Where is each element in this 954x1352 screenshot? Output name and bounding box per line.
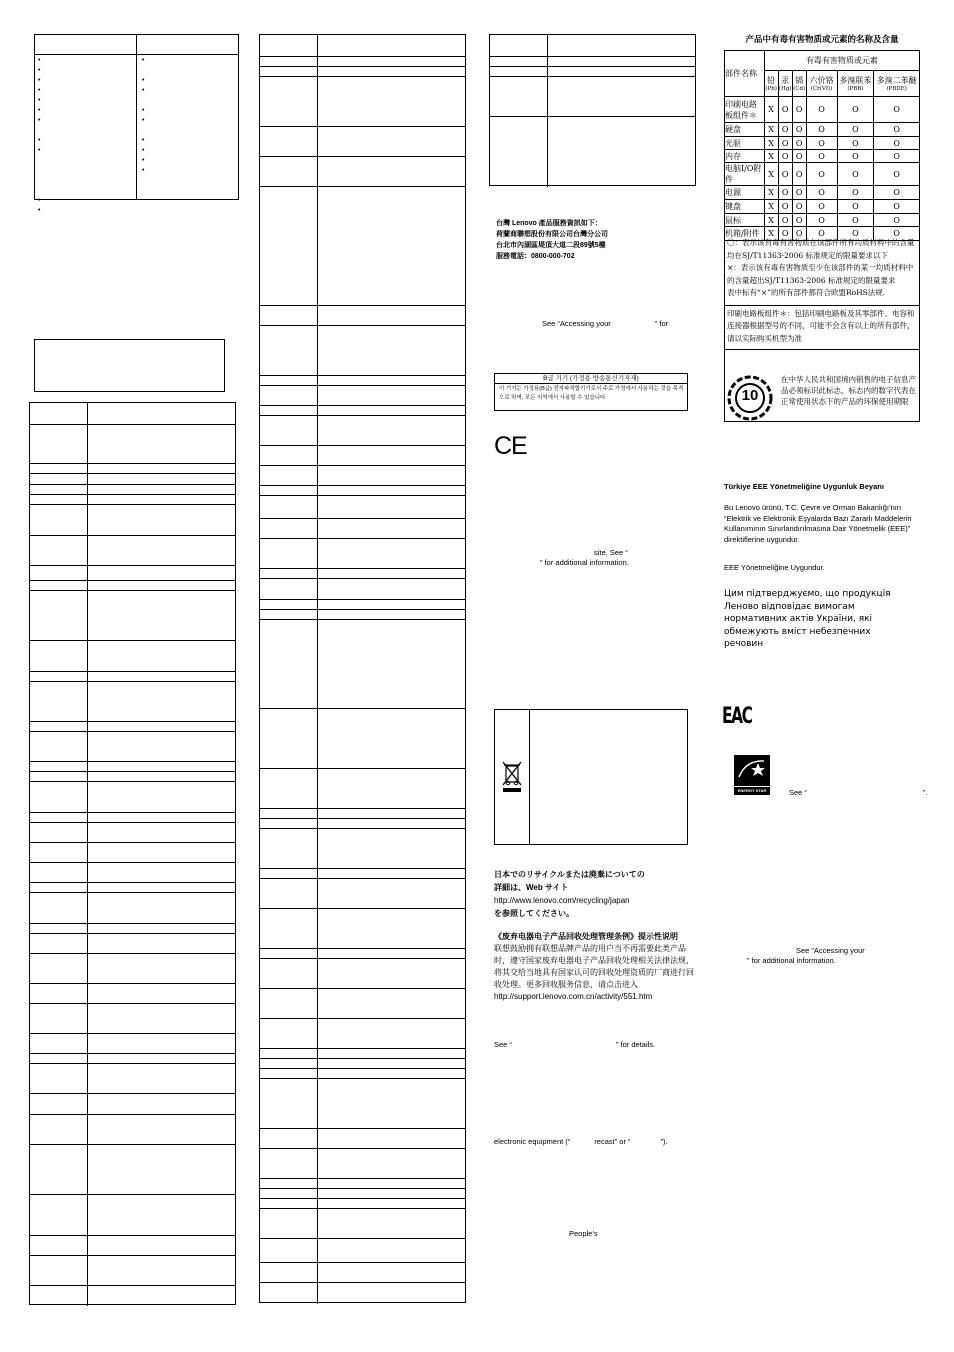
peoples-line: People’s xyxy=(569,1229,598,1238)
hazard-cell: X xyxy=(764,200,778,214)
tw-line4: 服務電話：0800-000-702 xyxy=(496,253,575,260)
hazard-part-name: 键盘 xyxy=(725,200,765,214)
hazard-cell: O xyxy=(874,150,920,163)
spec-table-divider xyxy=(136,34,137,200)
hazard-cell: O xyxy=(792,150,806,163)
for-additional-info-1: ” for additional information. xyxy=(540,558,629,567)
spec-table-col2 xyxy=(259,34,466,1303)
energy-star-icon xyxy=(734,755,770,795)
hazard-part-name: 印刷电路板组件＊ xyxy=(725,97,765,123)
ee-part-c: ”). xyxy=(660,1137,668,1146)
for-additional-info-2: ” for additional information. xyxy=(747,956,836,965)
hazard-part-name: 机箱/附件 xyxy=(725,227,765,241)
hazard-cell: O xyxy=(837,137,874,150)
hazard-cell: O xyxy=(837,150,874,163)
hazard-cell: O xyxy=(806,227,837,241)
hazard-row xyxy=(725,214,920,227)
jp-line4: を参照してください。 xyxy=(494,909,574,918)
col-header-hg: 汞 (Hg) xyxy=(778,71,792,97)
hazard-cell: X xyxy=(764,123,778,137)
hazard-cell: O xyxy=(874,227,920,241)
end-quote-text: ”. xyxy=(922,788,928,797)
hazard-cell: O xyxy=(806,214,837,227)
hazard-cell: O xyxy=(778,200,792,214)
note-rohs: 表中标有“×”的所有部件都符合欧盟RoHS法规. xyxy=(727,288,886,297)
korean-class-b-body: 이 기기는 가정용(B급) 전자파적합기기로서 주로 가정에서 사용하는 것을 목적으로 하며, 모든 지역에서 사용할 수 있습니다 xyxy=(499,386,684,401)
substances-header: 有毒有害物质或元素 xyxy=(764,51,919,71)
hazard-cell: O xyxy=(874,163,920,186)
hazard-cell: O xyxy=(874,186,920,200)
see-accessing-line-1 xyxy=(542,319,668,329)
note-o: 〇：表示该有毒有害物质在该部件所有均质材料中的含量均在SJ/T11363-2006 标准规定的限量要求以下 xyxy=(727,238,915,260)
tw-line1: 台灣 Lenovo 產品服務資訊如下： xyxy=(496,220,602,227)
china-recycle-body: 联想鼓励拥有联想品牌产品的用户当不再需要此类产品时，遵守国家废弃电器电子产品回收处理相关法律法规，将其交给当地具有国家认可的回收处理资质的厂商进行回收处理。更多回收服务信息，请点击进入 xyxy=(494,944,694,989)
hazard-part-name: 内存 xyxy=(725,150,765,163)
hazard-cell: O xyxy=(806,123,837,137)
epup-number: 10 xyxy=(741,387,759,404)
hazard-cell: O xyxy=(874,137,920,150)
hazard-cell: O xyxy=(792,123,806,137)
hazard-title: 产品中有毒有害物质或元素的名称及含量 xyxy=(745,35,899,45)
epup-text: 在中华人民共和国境内销售的电子信息产品必须标识此标志，标志内的数字代表在正常使用状态下的产品的环保使用期限 xyxy=(781,375,916,406)
ee-part-a: electronic equipment (“ xyxy=(494,1137,571,1146)
hazard-cell: O xyxy=(792,214,806,227)
china-recycle-notice xyxy=(494,931,694,1003)
hazard-cell: O xyxy=(806,163,837,186)
hazard-cell: O xyxy=(778,214,792,227)
hazard-cell: O xyxy=(837,163,874,186)
hazard-cell: O xyxy=(837,186,874,200)
hazard-cell: X xyxy=(764,97,778,123)
hazard-cell: O xyxy=(792,97,806,123)
hazard-row xyxy=(725,150,920,163)
china-recycle-url: http://support.lenovo.com.cn/activity/551.htm xyxy=(494,992,653,1001)
hazard-cell: O xyxy=(806,200,837,214)
see-energy-line xyxy=(789,788,928,798)
hazard-cell: X xyxy=(764,214,778,227)
hazard-cell: O xyxy=(778,150,792,163)
hazard-cell: O xyxy=(778,123,792,137)
hazard-part-name: 电源 xyxy=(725,186,765,200)
for-text: ” for xyxy=(654,319,669,328)
jp-line1: 日本でのリサイクルまたは廃棄についての xyxy=(494,870,645,879)
hazard-cell: O xyxy=(806,150,837,163)
part-name-header: 部件名称 xyxy=(725,51,765,97)
jp-line2: 詳細は、Web サイト xyxy=(494,883,569,892)
hazard-cell: X xyxy=(764,137,778,150)
hazard-cell: O xyxy=(837,97,874,123)
electronic-equipment-line xyxy=(494,1137,668,1147)
hazard-cell: O xyxy=(778,137,792,150)
crossed-out-wheelie-bin-icon xyxy=(501,760,523,794)
tw-line3: 台北市內湖區堤頂大道二段89號5樓 xyxy=(496,242,606,249)
hazard-cell: O xyxy=(874,97,920,123)
ee-part-b: recast” or “ xyxy=(594,1137,631,1146)
hazard-cell: O xyxy=(874,200,920,214)
note-box xyxy=(34,339,225,392)
see-accessing-text: See “Accessing your xyxy=(542,319,611,328)
china-recycle-title: 《废弃电器电子产品回收处理管理条例》提示性说明 xyxy=(494,932,678,941)
hazard-cell: O xyxy=(806,97,837,123)
hazard-part-name: 鼠标 xyxy=(725,214,765,227)
see-text-2: See “ xyxy=(789,788,807,797)
hazard-cell: O xyxy=(792,137,806,150)
bullet-list-left: • • • • • • • • • • • xyxy=(38,57,41,214)
eac-mark-icon: EAC xyxy=(722,704,752,729)
hazard-cell: X xyxy=(764,227,778,241)
hazard-cell: O xyxy=(806,137,837,150)
hazard-cell: O xyxy=(778,97,792,123)
hazard-part-name: 光驱 xyxy=(725,137,765,150)
hazard-cell: O xyxy=(778,227,792,241)
note-x: ×：表示该有毒有害物质至少在该部件的某一均质材料中的含量超出SJ/T11363-2006 标准规定的限量要求 xyxy=(727,263,914,285)
jp-recycling-url: http://www.lenovo.com/recycling/japan xyxy=(494,896,630,905)
turkey-title: Türkiye EEE Yönetmeliğine Uygunluk Beyanı xyxy=(724,482,884,491)
hazard-cell: O xyxy=(806,186,837,200)
for-details-text: ” for details. xyxy=(615,1040,656,1049)
see-details-line xyxy=(494,1040,655,1050)
hazard-cell: O xyxy=(792,200,806,214)
col-header-cd: 镉 (Cd) xyxy=(792,71,806,97)
hazard-cell: O xyxy=(874,214,920,227)
hazard-cell: O xyxy=(792,163,806,186)
col-header-pb: 铅 (Pb) xyxy=(764,71,778,97)
turkey-line2: EEE Yönetmeliğine Uygundur. xyxy=(724,563,825,572)
hazard-cell: X xyxy=(764,150,778,163)
hazard-notes xyxy=(727,237,917,350)
hazard-part-name: 硬盘 xyxy=(725,123,765,137)
hazard-table xyxy=(724,50,920,241)
hazard-cell: X xyxy=(764,186,778,200)
hazard-cell: O xyxy=(792,227,806,241)
hazard-cell: O xyxy=(837,200,874,214)
tw-line2: 荷蘭商聯想股份有限公司台灣分公司 xyxy=(496,231,608,238)
site-see-line: site. See “ xyxy=(594,548,628,557)
hazard-cell: O xyxy=(792,186,806,200)
hazard-row xyxy=(725,200,920,214)
japan-recycling-text xyxy=(494,868,645,920)
note-pcb: 印刷电路板组件＊：包括印刷电路板及其零部件、电容和连接器根据型号的不同，可能不会含有以上的所有部件，请以实际购买机型为准 xyxy=(727,308,915,343)
hazard-cell: O xyxy=(837,227,874,241)
hazard-cell: X xyxy=(764,163,778,186)
col-header-pbb: 多溴联苯 (PBB) xyxy=(837,71,874,97)
hazard-row xyxy=(725,97,920,123)
weee-box xyxy=(494,709,688,845)
hazard-row xyxy=(725,123,920,137)
col-header-pbde: 多溴二苯醚 (PBDE) xyxy=(874,71,920,97)
hazard-cell: O xyxy=(837,214,874,227)
hazard-row xyxy=(725,137,920,150)
turkey-body: Bu Lenovo ürünü, T.C. Çevre ve Orman Bakanlığı’nın “Elektrik ve Elektronik Eşyalarda Bazı Zararlı Maddelerin Kullanımının Sınırlandırılmasına Dair Yönetmelik (EEE)” direktiflerine uygundur. xyxy=(724,503,912,544)
taiwan-service-info xyxy=(496,218,608,262)
spec-table-col3 xyxy=(489,34,696,186)
hazard-cell: O xyxy=(778,163,792,186)
col-header-cr6: 六价铬 (Cr(VI)) xyxy=(806,71,837,97)
hazard-row xyxy=(725,186,920,200)
see-accessing-line-2: See “Accessing your xyxy=(796,946,865,955)
energy-star-label: ENERGY STAR xyxy=(737,788,767,793)
hazard-cell: O xyxy=(874,123,920,137)
spec-table-col1 xyxy=(29,402,236,1305)
bullet-list-right: • • • • • • • • • xyxy=(142,57,145,174)
hazard-part-name: 电脑I/O附件 xyxy=(725,163,765,186)
hazard-cell: O xyxy=(778,186,792,200)
korean-class-b-title: B급 기기 (가정용 방송통신기자재) xyxy=(495,374,687,384)
korean-class-b-box xyxy=(494,373,688,411)
hazard-row xyxy=(725,163,920,186)
ce-mark-icon: CE xyxy=(494,432,527,460)
hazard-cell: O xyxy=(837,123,874,137)
ukraine-statement: Цим підтверджуємо, що продукція Леново відповідає вимогам нормативних актів України, які обмежують вміст небезпечних речовин xyxy=(724,589,891,649)
see-text: See “ xyxy=(494,1040,512,1049)
